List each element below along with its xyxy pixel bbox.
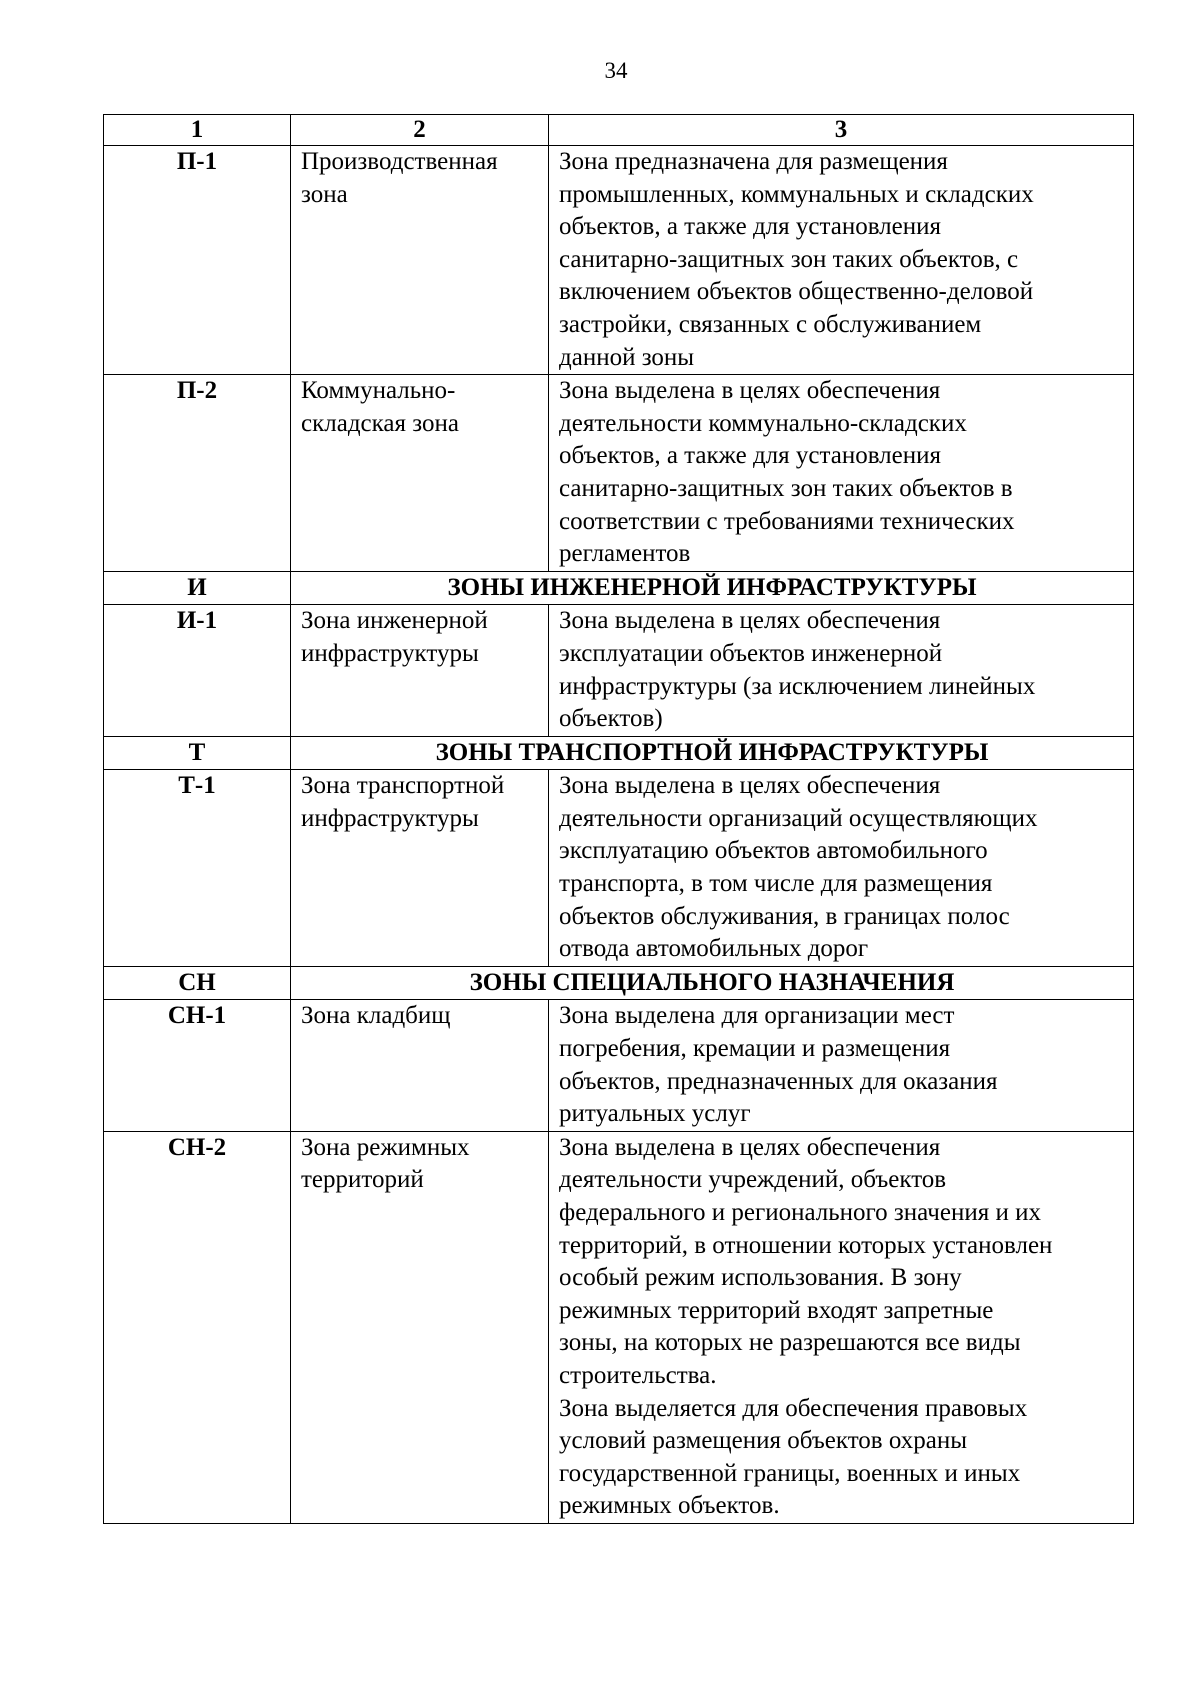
group-title: ЗОНЫ ТРАНСПОРТНОЙ ИНФРАСТРУКТУРЫ (291, 736, 1134, 770)
zone-code: СН-2 (104, 1131, 291, 1523)
table-row (104, 1000, 1134, 1131)
header-cell: 3 (549, 115, 1134, 146)
zone-description: Зона выделена для организации мест погребения, кремации и размещения объектов, предназначенных для оказания ритуальных услуг (549, 1000, 1134, 1131)
group-code: Т (104, 736, 291, 770)
zone-name: Зона режимных территорий (291, 1131, 549, 1523)
zone-code: П-2 (104, 375, 291, 572)
table-row (104, 605, 1134, 736)
zone-code: П-1 (104, 146, 291, 375)
zone-name: Зона инженерной инфраструктуры (291, 605, 549, 736)
zone-description: Зона выделена в целях обеспечения деятельности коммунально-складских объектов, а также для установления санитарно-защитных зон таких объектов в соответствии с требованиями технических регламентов (549, 375, 1134, 572)
group-title: ЗОНЫ ИНЖЕНЕРНОЙ ИНФРАСТРУКТУРЫ (291, 571, 1134, 605)
group-row (104, 966, 1134, 1000)
zone-name: Коммунально- складская зона (291, 375, 549, 572)
table-header-row (104, 115, 1134, 146)
header-cell: 2 (291, 115, 549, 146)
page-number: 34 (604, 58, 628, 83)
group-code: СН (104, 966, 291, 1000)
zone-name: Зона кладбищ (291, 1000, 549, 1131)
table-row (104, 375, 1134, 572)
zone-code: СН-1 (104, 1000, 291, 1131)
group-row (104, 571, 1134, 605)
group-code: И (104, 571, 291, 605)
table-row (104, 1131, 1134, 1523)
zone-name: Производственная зона (291, 146, 549, 375)
zone-description: Зона выделена в целях обеспечения деятельности учреждений, объектов федерального и регионального значения и их территорий, в отношении которых установлен особый режим использования. В зону режимных территорий входят запретные зоны, на которых не разрешаются все виды строительства. Зона выделяется для обеспечения правовых условий размещения объектов охраны государственной границы, военных и иных режимных объектов. (549, 1131, 1134, 1523)
zone-description: Зона выделена в целях обеспечения деятельности организаций осуществляющих эксплуатацию объектов автомобильного транспорта, в том числе для размещения объектов обслуживания, в границах полос отвода автомобильных дорог (549, 770, 1134, 967)
zone-description: Зона предназначена для размещения промышленных, коммунальных и складских объектов, а также для установления санитарно-защитных зон таких объектов, с включением объектов общественно-деловой застройки, связанных с обслуживанием данной зоны (549, 146, 1134, 375)
group-title: ЗОНЫ СПЕЦИАЛЬНОГО НАЗНАЧЕНИЯ (291, 966, 1134, 1000)
zone-code: Т-1 (104, 770, 291, 967)
header-cell: 1 (104, 115, 291, 146)
table-row (104, 770, 1134, 967)
zones-table (103, 114, 1134, 1524)
group-row (104, 736, 1134, 770)
zone-name: Зона транспортной инфраструктуры (291, 770, 549, 967)
zone-code: И-1 (104, 605, 291, 736)
zone-description: Зона выделена в целях обеспечения эксплуатации объектов инженерной инфраструктуры (за исключением линейных объектов) (549, 605, 1134, 736)
table-row (104, 146, 1134, 375)
